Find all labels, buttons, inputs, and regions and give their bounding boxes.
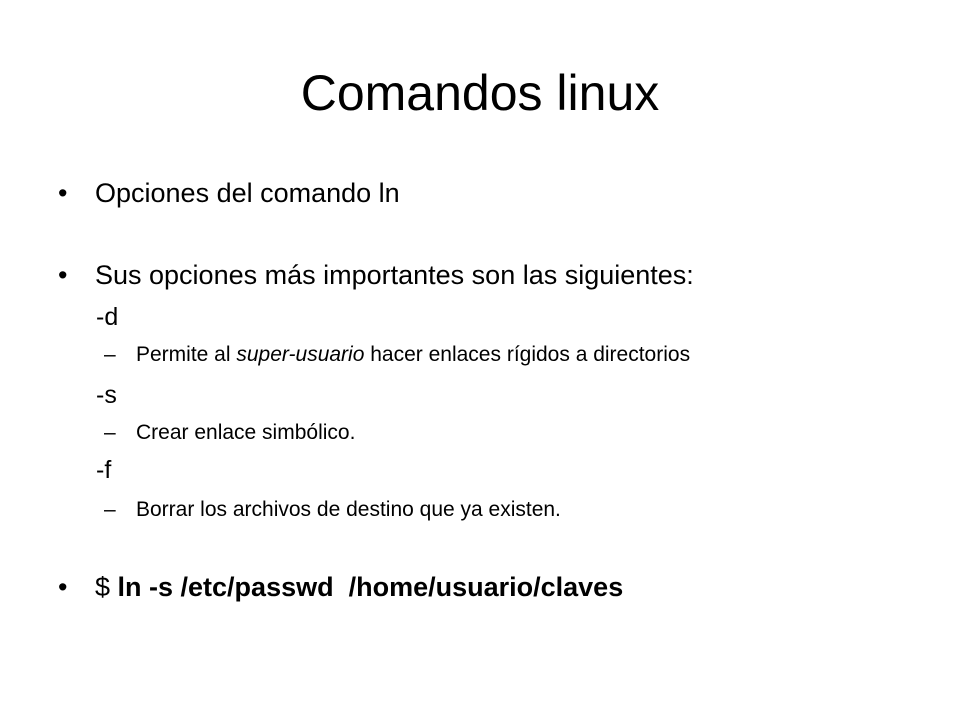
description-text-after: hacer enlaces rígidos a directorios — [364, 343, 691, 366]
command-text: ln -s /etc/passwd /home/usuario/claves — [117, 572, 624, 602]
bullet-item-ln-options — [58, 176, 918, 210]
description-text — [136, 342, 690, 368]
bullet-item-main-options — [58, 258, 918, 292]
slide-title: Comandos linux — [300, 65, 660, 121]
option-f-description — [104, 497, 904, 523]
description-text: Crear enlace simbólico. — [136, 421, 356, 444]
example-command — [95, 570, 623, 604]
description-text-italic: super-usuario — [236, 343, 365, 366]
bullet-marker: • — [58, 260, 68, 290]
description-text-before: Permite al — [136, 343, 237, 366]
dash-marker: – — [104, 343, 116, 366]
dash-marker: – — [104, 421, 116, 444]
description-text: Borrar los archivos de destino que ya existen. — [136, 498, 561, 521]
shell-prompt: $ — [95, 572, 118, 602]
bullet-item-example-command — [58, 570, 918, 604]
bullet-text: Opciones del comando ln — [95, 178, 400, 208]
bullet-text: Sus opciones más importantes son las siguientes: — [95, 260, 694, 290]
option-flag-s: -s — [96, 381, 117, 409]
option-flag-d: -d — [96, 303, 119, 331]
bullet-marker: • — [58, 572, 68, 602]
option-flag-f: -f — [96, 456, 112, 484]
bullet-marker: • — [58, 178, 68, 208]
option-s-description — [104, 420, 904, 446]
dash-marker: – — [104, 498, 116, 521]
option-d-description — [104, 342, 904, 368]
